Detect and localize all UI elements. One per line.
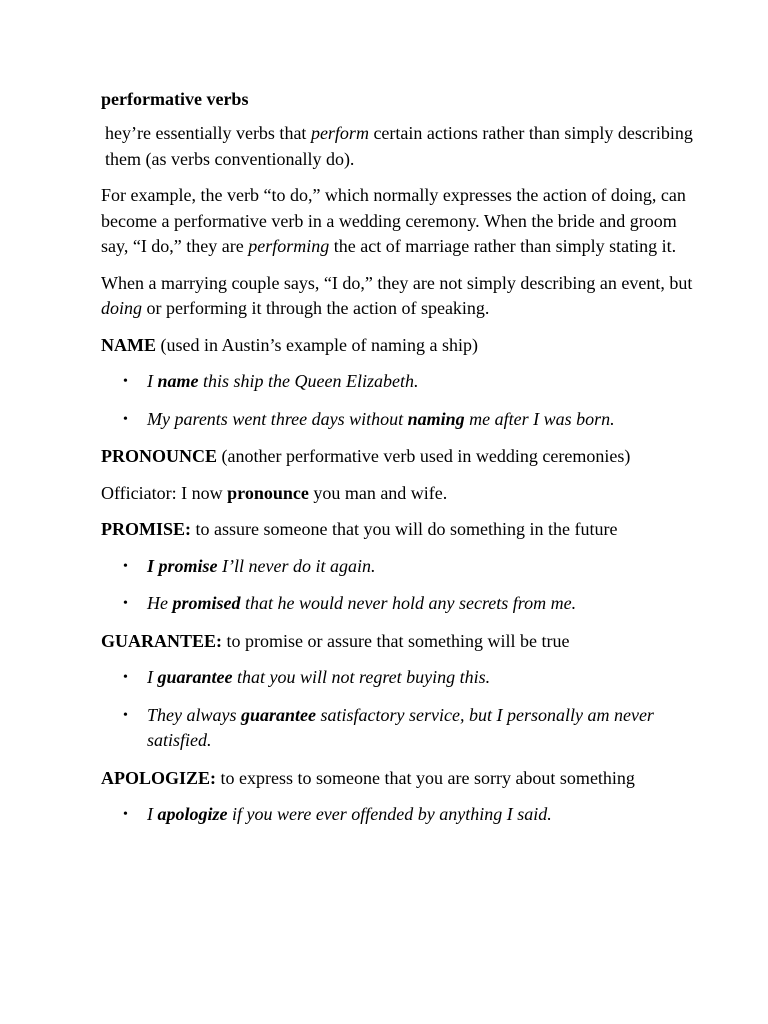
list-item — [101, 802, 708, 828]
example-keyword: I promise — [147, 555, 218, 576]
apologize-def-text: to express to someone that you are sorry about something — [216, 767, 635, 788]
list-item — [101, 554, 708, 580]
guarantee-definition — [101, 629, 708, 655]
apologize-term: APOLOGIZE: — [101, 767, 217, 788]
intro-paragraph — [101, 121, 708, 172]
promise-def-text: to assure someone that you will do something in the future — [191, 519, 618, 539]
pronounce-term: PRONOUNCE — [101, 446, 217, 466]
example-text: I’ll never do it again. — [217, 555, 376, 576]
bullet-icon: • — [123, 670, 128, 685]
intro-text-emphasis: perform — [310, 123, 369, 143]
apologize-examples — [101, 802, 708, 828]
guarantee-examples — [101, 665, 708, 754]
bullet-icon: • — [123, 411, 128, 427]
marrying-text-emphasis: doing — [101, 298, 143, 318]
example-text: I — [147, 667, 158, 687]
example-text: this ship the Queen Elizabeth. — [198, 371, 419, 391]
promise-definition — [101, 517, 708, 543]
example-keyword: guarantee — [157, 667, 233, 687]
guarantee-term: GUARANTEE: — [101, 630, 223, 651]
list-item — [101, 369, 708, 395]
promise-term: PROMISE: — [101, 519, 191, 539]
marrying-paragraph — [101, 271, 708, 322]
intro-text-a: hey’re essentially verbs that — [105, 123, 311, 143]
marrying-text-c: or performing it through the action of speaking. — [142, 298, 490, 318]
bullet-icon: • — [123, 558, 128, 574]
example-paragraph — [101, 183, 708, 260]
promise-examples — [101, 554, 708, 617]
example-keyword: guarantee — [241, 704, 317, 725]
apologize-definition — [101, 766, 708, 792]
intro-text-c: certain actions rather than simply describing them (as verbs conventionally do). — [105, 123, 693, 169]
example-text: They always — [147, 704, 241, 725]
name-examples — [101, 369, 708, 432]
list-item — [101, 407, 708, 433]
example-text: My parents went three days without — [147, 408, 408, 429]
pronounce-def-text: (another performative verb used in wedding ceremonies) — [217, 446, 631, 466]
example-text: satisfactory service, but I personally am never satisfied. — [147, 704, 654, 750]
example-text-emphasis: performing — [248, 236, 330, 256]
list-item — [101, 591, 708, 617]
example-keyword: promised — [172, 593, 241, 613]
example-text: you man and wife. — [308, 482, 448, 503]
example-keyword: name — [157, 371, 199, 391]
name-definition — [101, 333, 708, 359]
pronounce-example — [101, 481, 708, 507]
guarantee-def-text: to promise or assure that something will be true — [222, 630, 570, 651]
list-item — [101, 665, 708, 691]
bullet-icon: • — [123, 807, 128, 822]
name-def-text: (used in Austin’s example of naming a ship) — [156, 334, 478, 355]
bullet-icon: • — [123, 707, 128, 723]
name-term: NAME — [101, 334, 156, 355]
pronounce-definition — [101, 444, 708, 470]
marrying-text-a: When a marrying couple says, “I do,” they are not simply describing an event, but — [101, 272, 693, 293]
example-text-a: For example, the verb “to do,” which normally expresses the action of doing, can become a performative verb in a wedding ceremony. When the bride and groom say, “I do,” they are — [101, 185, 686, 256]
example-text: He — [147, 593, 173, 613]
example-text-c: the act of marriage rather than simply stating it. — [329, 236, 677, 256]
document-title: performative verbs — [101, 89, 249, 109]
example-text: Officiator: I now — [101, 482, 228, 503]
example-text: I — [147, 804, 158, 824]
example-keyword: apologize — [157, 804, 228, 824]
example-keyword: pronounce — [227, 482, 309, 503]
list-item — [101, 703, 708, 754]
bullet-icon: • — [123, 374, 128, 389]
example-keyword: naming — [407, 408, 465, 429]
bullet-icon: • — [123, 596, 128, 611]
example-text: I — [147, 371, 158, 391]
example-text: that you will not regret buying this. — [232, 667, 491, 687]
example-text: if you were ever offended by anything I said. — [227, 804, 552, 824]
example-text: that he would never hold any secrets from me. — [240, 593, 577, 613]
example-text: me after I was born. — [464, 408, 615, 429]
